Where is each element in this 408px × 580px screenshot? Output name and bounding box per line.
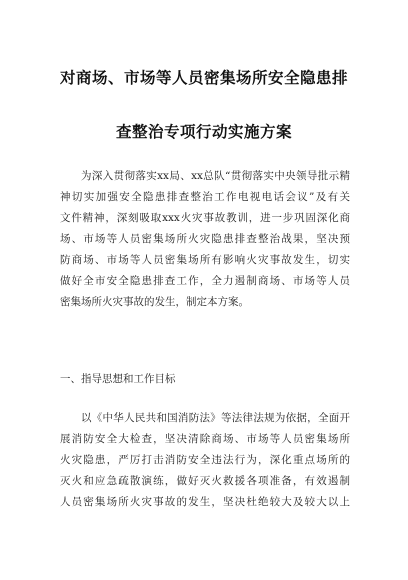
paragraph-line: 场、市场等人员密集场所火灾隐患排查整治战果，坚决预 (60, 233, 350, 245)
paragraph-line: 做好全市安全隐患排查工作，全力遏制商场、市场等人员 (60, 275, 350, 287)
paragraph-line: 灭火和应急疏散演练，做好灭火救援各项准备，有效遏制 (60, 475, 350, 487)
paragraph-line: 人员密集场所火灾事故的发生，坚决杜绝较大及较大以上 (60, 496, 350, 508)
paragraph-line: 神切实加强安全隐患排查整治工作电视电话会议”及有关 (60, 191, 350, 203)
section-heading: 一、指导思想和工作目标 (60, 373, 176, 385)
paragraph-line: 为深入贯彻落实xx局、xx总队“贯彻落实中央领导批示精 (81, 170, 350, 182)
document-title-line1: 对商场、市场等人员密集场所安全隐患排 (59, 69, 348, 87)
document-title-line2: 查整治专项行动实施方案 (115, 123, 292, 141)
intro-paragraph (60, 166, 350, 313)
paragraph-line: 火灾隐患，严厉打击消防安全违法行为，深化重点场所的 (60, 454, 350, 466)
paragraph-line: 文件精神，深刻吸取xxx火灾事故教训，进一步巩固深化商 (60, 212, 350, 224)
paragraph-line: 防商场、市场等人员密集场所有影响火灾事故发生，切实 (60, 254, 350, 266)
paragraph-line: 密集场所火灾事故的发生，制定本方案。 (60, 296, 249, 308)
section1-paragraph (60, 408, 350, 513)
paragraph-line: 以《中华人民共和国消防法》等法律法规为依据，全面开 (81, 412, 350, 424)
paragraph-line: 展消防安全大检查，坚决清除商场、市场等人员密集场所 (60, 433, 350, 445)
